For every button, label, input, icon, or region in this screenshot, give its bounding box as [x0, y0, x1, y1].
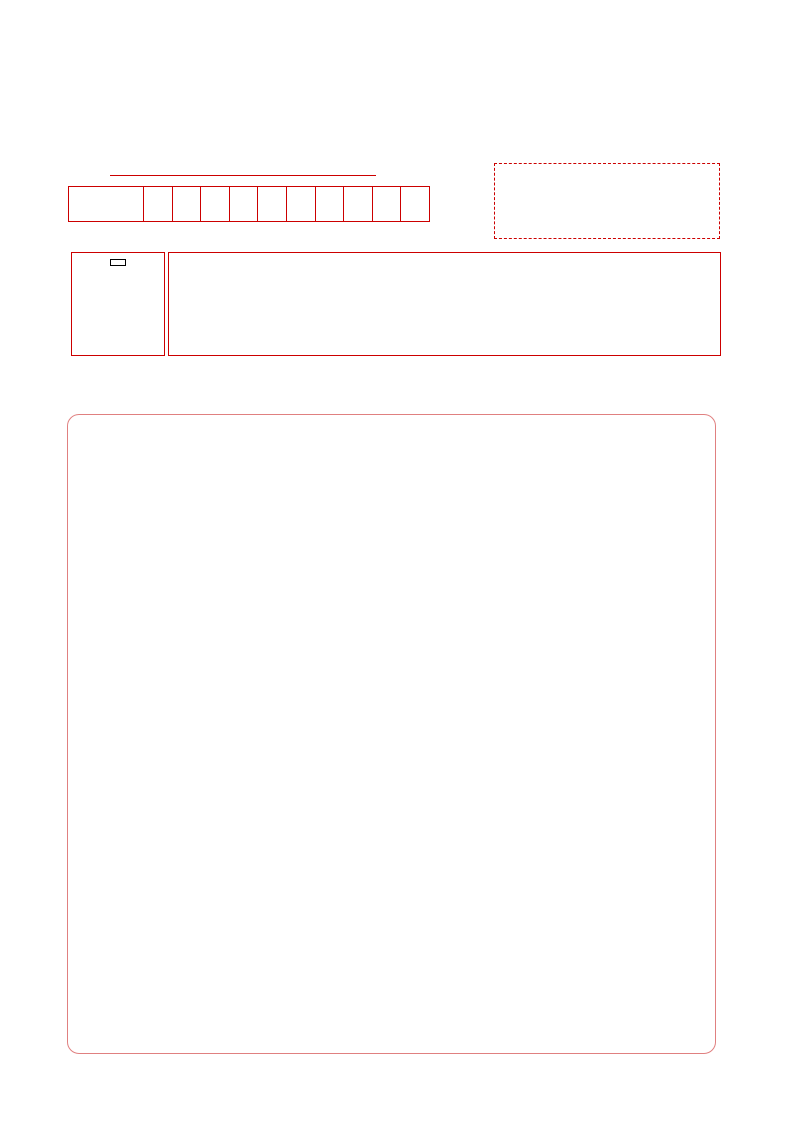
exam-number-cell[interactable] [344, 187, 373, 221]
exam-number-cell[interactable] [201, 187, 230, 221]
exam-number-cell[interactable] [230, 187, 259, 221]
exam-number-cell[interactable] [373, 187, 402, 221]
exam-number-cell[interactable] [173, 187, 202, 221]
timing-marks-top [50, 43, 746, 57]
name-field[interactable] [110, 175, 376, 176]
exam-number-cell[interactable] [144, 187, 173, 221]
absent-mark-box [71, 252, 165, 356]
exam-number-cell[interactable] [316, 187, 345, 221]
exam-number-label [69, 187, 144, 221]
exam-number-cell[interactable] [401, 187, 429, 221]
timing-marks-left [36, 374, 52, 1120]
barcode-area [494, 163, 720, 239]
notice-box [168, 252, 721, 356]
exam-number-cell[interactable] [258, 187, 287, 221]
exam-number-box [68, 186, 430, 222]
exam-number-cell[interactable] [287, 187, 316, 221]
answer-area [67, 414, 716, 1054]
absent-mark-checkbox[interactable] [110, 259, 126, 266]
